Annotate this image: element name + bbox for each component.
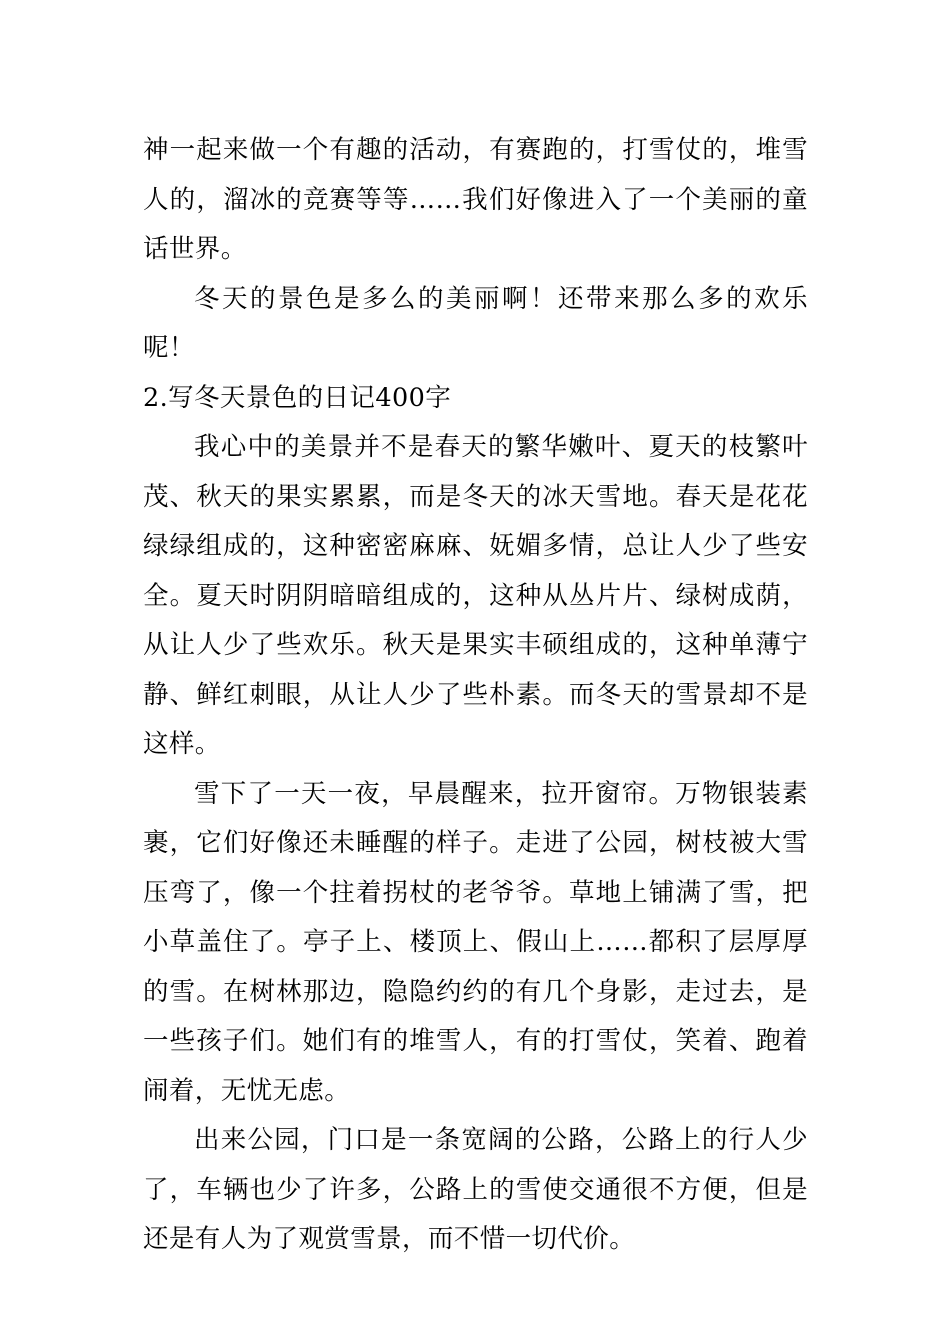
document-page [143,126,808,1265]
paragraph-body-1: 我心中的美景并不是春天的繁华嫩叶、夏天的枝繁叶茂、秋天的果实累累，而是冬天的冰天雪地。春天是花花绿绿组成的，这种密密麻麻、妩媚多情，总让人少了些安全。夏天时阴阴暗暗组成的，这种从丛片片、绿树成荫，从让人少了些欢乐。秋天是果实丰硕组成的，这种单薄宁静、鲜红刺眼，从让人少了些朴素。而冬天的雪景却不是这样。 [143,432,808,759]
paragraph-continuation: 神一起来做一个有趣的活动，有赛跑的，打雪仗的，堆雪人的，溜冰的竞赛等等……我们好像进入了一个美丽的童话世界。 [143,135,808,264]
paragraph-body-3: 出来公园，门口是一条宽阔的公路，公路上的行人少了，车辆也少了许多，公路上的雪使交通很不方便，但是还是有人为了观赏雪景，而不惜一切代价。 [143,1125,808,1254]
paragraph-conclusion: 冬天的景色是多么的美丽啊！还带来那么多的欢乐呢！ [143,283,808,363]
paragraph-body-2: 雪下了一天一夜，早晨醒来，拉开窗帘。万物银装素裹，它们好像还未睡醒的样子。走进了公园，树枝被大雪压弯了，像一个拄着拐杖的老爷爷。草地上铺满了雪，把小草盖住了。亭子上、楼顶上、假山上……都积了层厚厚的雪。在树林那边，隐隐约约的有几个身影，走过去，是一些孩子们。她们有的堆雪人，有的打雪仗，笑着、跑着闹着，无忧无虑。 [143,778,808,1106]
section-heading: 2.写冬天景色的日记400字 [143,382,452,413]
